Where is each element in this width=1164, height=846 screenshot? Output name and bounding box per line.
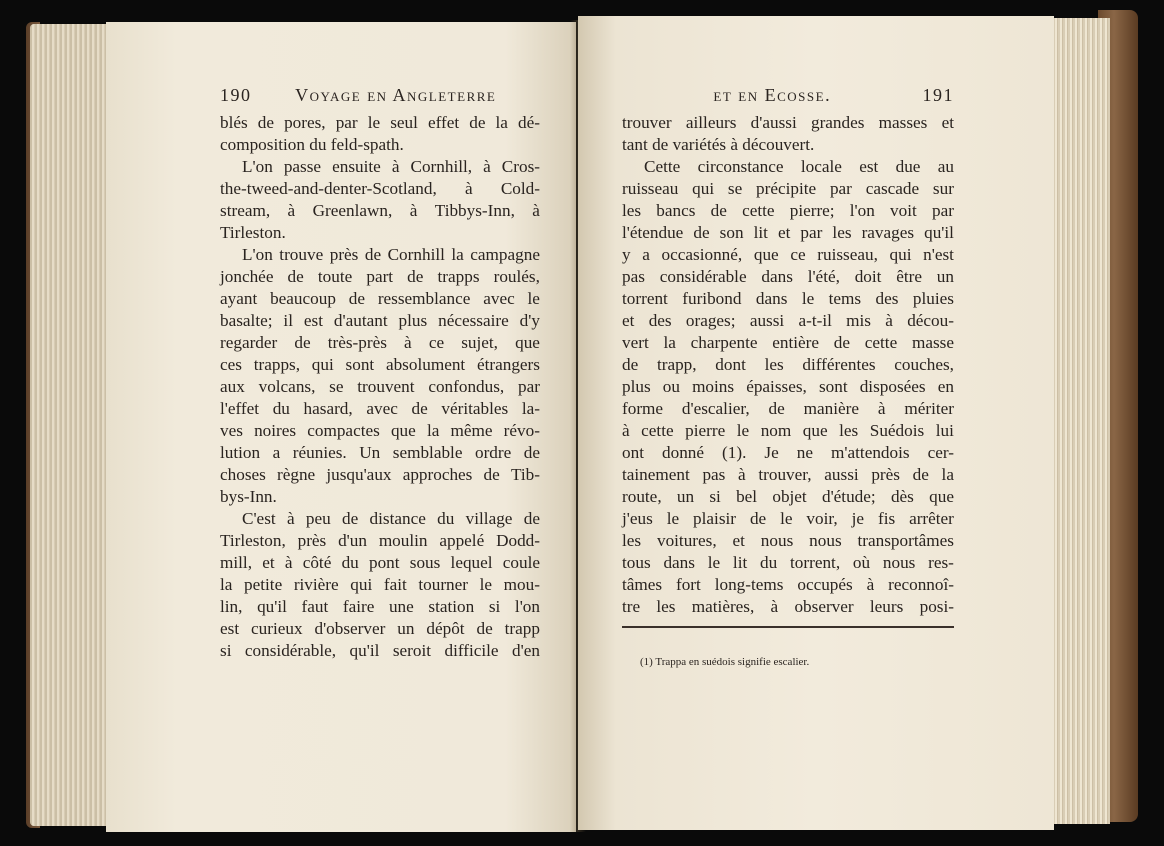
left-text-line: si considérable, qu'il seroit difficile d'en (220, 641, 540, 660)
left-text-line: ayant beaucoup de ressemblance avec le (220, 289, 540, 308)
left-page-text (220, 84, 540, 662)
left-text-line: L'on trouve près de Cornhill la campagne (242, 245, 540, 264)
right-text-line: tre les matières, à observer leurs posi- (622, 597, 954, 616)
left-text-line: Tirleston, près d'un moulin appelé Dodd- (220, 531, 540, 550)
right-text-line: les voitures, et nous nous transportâmes (622, 531, 954, 550)
right-text-line: y a occasionné, que ce ruisseau, qui n'est (622, 245, 954, 264)
left-text-line: blés de pores, par le seul effet de la dé- (220, 113, 540, 132)
left-text-line: C'est à peu de distance du village de (242, 509, 540, 528)
right-text-line: tâmes fort long-tems occupés à reconnoî- (622, 575, 954, 594)
left-page-body (220, 112, 540, 662)
left-text-line: composition du feld-spath. (220, 135, 404, 154)
right-text-line: plus ou moins épaisses, sont disposées en (622, 377, 954, 396)
left-text-line: aux volcans, se trouvent confondus, par (220, 377, 540, 396)
left-text-line: est curieux d'observer un dépôt de trapp (220, 619, 540, 638)
right-page-text (622, 84, 954, 618)
left-text-line: the-tweed-and-denter-Scotland, à Cold- (220, 179, 540, 198)
left-text-line: L'on passe ensuite à Cornhill, à Cros- (242, 157, 540, 176)
right-running-head (622, 84, 954, 108)
left-page (106, 22, 576, 832)
footnote: (1) Trappa en suédois signifie escalier. (640, 656, 810, 668)
left-text-line: lin, qu'il faut faire une station si l'on (220, 597, 540, 616)
right-text-line: tous dans le lit du torrent, où nous res- (622, 553, 954, 572)
right-text-line: forme d'escalier, de manière à mériter (622, 399, 954, 418)
left-page-number: 190 (220, 85, 252, 105)
right-text-line: tant de variétés à découvert. (622, 135, 815, 154)
footnote-rule (622, 626, 954, 628)
left-text-line: ces trapps, qui sont absolument étrangers (220, 355, 540, 374)
right-text-line: vert la charpente entière de cette masse (622, 333, 954, 352)
right-text-line: pas considérable dans l'été, doit être un (622, 267, 954, 286)
right-page-body (622, 112, 954, 618)
right-text-line: trouver ailleurs d'aussi grandes masses et (622, 113, 954, 132)
right-text-line: et des orages; aussi a-t-il mis à décou- (622, 311, 954, 330)
right-text-line: tainement pas à trouver, aussi près de la (622, 465, 954, 484)
left-running-head (220, 84, 540, 108)
left-text-line: la petite rivière qui fait tourner le mou- (220, 575, 540, 594)
left-text-line: bys-Inn. (220, 487, 277, 506)
right-page-number: 191 (922, 85, 954, 105)
left-text-line: stream, à Greenlawn, à Tibbys-Inn, à (220, 201, 540, 220)
right-text-line: l'étendue de son lit et par les ravages qu'il (622, 223, 954, 242)
right-text-line: ont donné (1). Je ne m'attendois cer- (622, 443, 954, 462)
right-page (578, 16, 1054, 830)
left-text-line: lution a réunies. Un semblable ordre de (220, 443, 540, 462)
right-text-line: de trapp, dont les différentes couches, (622, 355, 954, 374)
right-text-line: j'eus le plaisir de le voir, je fis arrêter (622, 509, 954, 528)
left-text-line: mill, et à côté du pont sous lequel coule (220, 553, 540, 572)
right-text-line: route, un si bel objet d'étude; dès que (622, 487, 954, 506)
right-text-line: torrent furibond dans le tems des pluies (622, 289, 954, 308)
right-text-line: ruisseau qui se précipite par cascade sur (622, 179, 954, 198)
right-text-line: les bancs de cette pierre; l'on voit par (622, 201, 954, 220)
right-text-line: à cette pierre le nom que les Suédois lui (622, 421, 954, 440)
left-text-line: choses règne jusqu'aux approches de Tib- (220, 465, 540, 484)
right-text-line: Cette circonstance locale est due au (644, 157, 954, 176)
left-text-line: Tirleston. (220, 223, 286, 242)
left-text-line: jonchée de toute part de trapps roulés, (220, 267, 540, 286)
left-text-line: basalte; il est d'autant plus nécessaire d'y (220, 311, 540, 330)
page-edges-left (30, 24, 110, 826)
right-running-title: et en Ecosse. (713, 85, 832, 105)
left-running-title: Voyage en Angleterre (295, 85, 497, 105)
left-text-line: l'effet du hasard, avec de véritables la- (220, 399, 540, 418)
left-text-line: regarder de très-près à ce sujet, que (220, 333, 540, 352)
left-text-line: ves noires compactes que la même révo- (220, 421, 540, 440)
page-edges-right (1048, 18, 1110, 824)
